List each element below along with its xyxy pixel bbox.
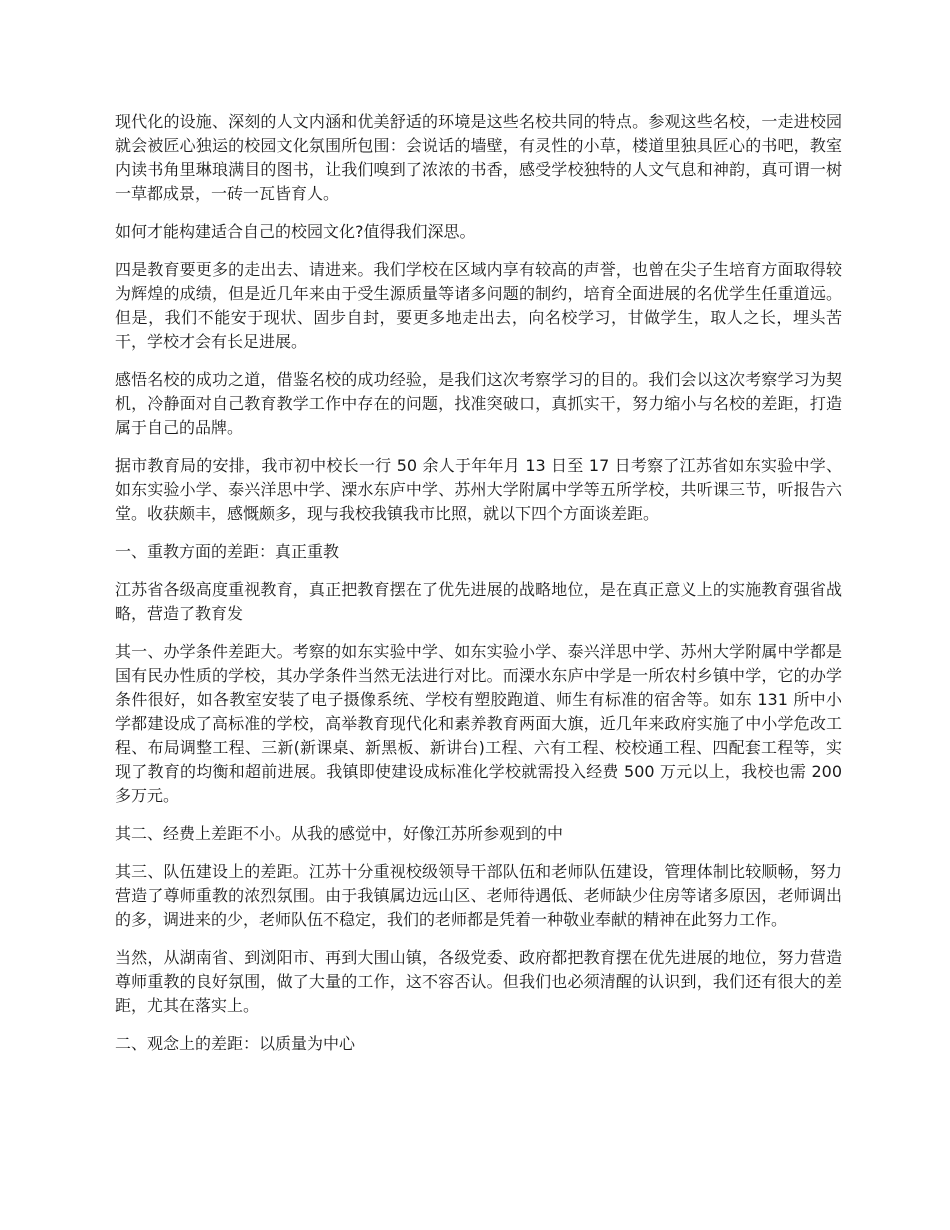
- section-heading-two: 二、观念上的差距：以质量为中心: [115, 1034, 356, 1053]
- paragraph-point-four: 四是教育要更多的走出去、请进来。我们学校在区域内享有较高的声誉，也曾在尖子生培育方面取得较为辉煌的成绩，但是近几年来由于受生源质量等诸多问题的制约，培育全面进展的名优学生任重道远。但是，我们不能安于现状、固步自封，要更多地走出去，向名校学习，甘做学生，取人之长，埋头苦干，学校才会有长足进展。: [115, 260, 842, 351]
- paragraph-jiangsu-priority: 江苏省各级高度重视教育，真正把教育摆在了优先进展的战略地位，是在真正意义上的实施教育强省战略，营造了教育发: [115, 580, 842, 623]
- paragraph-trip-summary: 据市教育局的安排，我市初中校长一行 50 余人于年年月 13 日至 17 日考察了江苏省如东实验中学、如东实验小学、泰兴洋思中学、溧水东庐中学、苏州大学附属中学等五所学校，共听课三节，听报告六堂。收获颇丰，感慨颇多，现与我校我镇我市比照，就以下四个方面谈差距。: [115, 456, 842, 523]
- paragraph-campus-culture: 现代化的设施、深刻的人文内涵和优美舒适的环境是这些名校共同的特点。参观这些名校，一走进校园就会被匠心独运的校园文化氛围所包围：会说话的墙壁，有灵性的小草，楼道里独具匠心的书吧，教室内读书角里琳琅满目的图书，让我们嗅到了浓浓的书香，感受学校独特的人文气息和神韵，真可谓一树一草都成景，一砖一瓦皆育人。: [115, 112, 842, 203]
- document-body: [115, 110, 842, 1070]
- section-heading-one: 一、重教方面的差距：真正重教: [115, 542, 340, 561]
- paragraph-school-conditions: 其一、办学条件差距大。考察的如东实验中学、如东实验小学、泰兴洋思中学、苏州大学附属中学都是国有民办性质的学校，其办学条件当然无法进行对比。而溧水东庐中学是一所农村乡镇中学，它的办学条件很好，如各教室安装了电子摄像系统、学校有塑胶跑道、师生有标准的宿舍等。如东 131 所中小学都建设成了高标准的学校，高举教育现代化和素养教育两面大旗，近几年来政府实施了中小学危改工程、布局调整工程、三新(新课桌、新黑板、新讲台)工程、六有工程、校校通工程、四配套工程等，实现了教育的均衡和超前进展。我镇即使建设成标准化学校就需投入经费 500 万元以上，我校也需 200 多万元。: [115, 642, 842, 805]
- paragraph-reflection: 感悟名校的成功之道，借鉴名校的成功经验，是我们这次考察学习的目的。我们会以这次考察学习为契机，冷静面对自己教育教学工作中存在的问题，找准突破口，真抓实干，努力缩小与名校的差距，打造属于自己的品牌。: [115, 370, 842, 437]
- paragraph-staff-gap: 其三、队伍建设上的差距。江苏十分重视校级领导干部队伍和老师队伍建设，管理体制比较顺畅，努力营造了尊师重教的浓烈氛围。由于我镇属边远山区、老师待遇低、老师缺少住房等诸多原因，老师调出的多，调进来的少，老师队伍不稳定，我们的老师都是凭着一种敬业奉献的精神在此努力工作。: [115, 862, 842, 929]
- paragraph-funding-gap: 其二、经费上差距不小。从我的感觉中，好像江苏所参观到的中: [115, 824, 564, 843]
- paragraph-question: 如何才能构建适合自己的校园文化?值得我们深思。: [115, 222, 476, 241]
- paragraph-local-efforts: 当然，从湖南省、到浏阳市、再到大围山镇，各级党委、政府都把教育摆在优先进展的地位，努力营造尊师重教的良好氛围，做了大量的工作，这不容否认。但我们也必须清醒的认识到，我们还有很大的差距，尤其在落实上。: [115, 948, 842, 1015]
